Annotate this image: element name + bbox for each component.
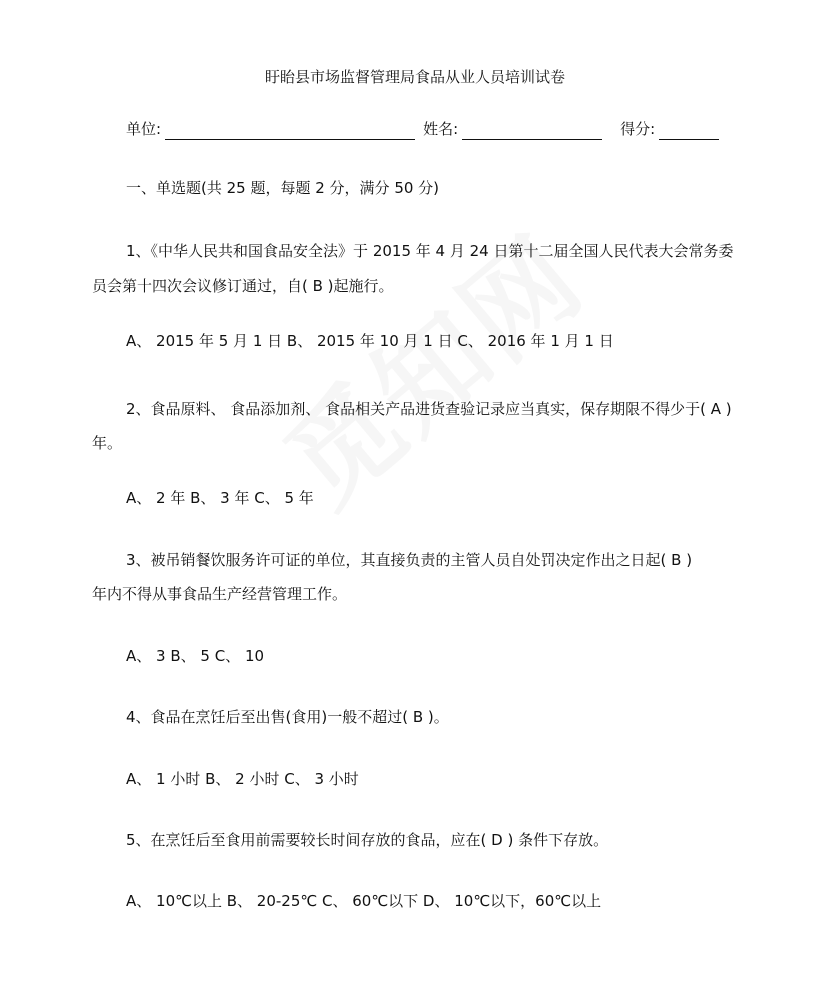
question-4-line-1: 4、食品在烹饪后至出售(食用)一般不超过( B )。 xyxy=(126,708,449,726)
name-label: 姓名: xyxy=(423,120,459,138)
question-2-line-2: 年。 xyxy=(92,434,123,452)
info-row xyxy=(126,118,719,140)
page-title: 盱眙县市场监督管理局食品从业人员培训试卷 xyxy=(264,68,565,86)
question-1-line-2: 员会第十四次会议修订通过，自( B )起施行。 xyxy=(92,277,394,295)
question-1-options: A、 2015 年 5 月 1 日 B、 2015 年 10 月 1 日 C、 2016 年 1 月 1 日 xyxy=(126,332,614,350)
question-2-options: A、 2 年 B、 3 年 C、 5 年 xyxy=(126,489,314,507)
question-1-line-1: 1、《中华人民共和国食品安全法》于 2015 年 4 月 24 日第十二届全国人民代表大会常务委 xyxy=(126,242,734,260)
question-4-options: A、 1 小时 B、 2 小时 C、 3 小时 xyxy=(126,770,359,788)
unit-label: 单位: xyxy=(126,120,162,138)
name-field[interactable] xyxy=(462,119,602,140)
question-3-options: A、 3 B、 5 C、 10 xyxy=(126,647,265,665)
unit-field[interactable] xyxy=(165,119,415,140)
question-3-line-1: 3、被吊销餐饮服务许可证的单位，其直接负责的主管人员自处罚决定作出之日起( B ) xyxy=(126,551,693,569)
question-2-line-1: 2、食品原料、 食品添加剂、 食品相关产品进货查验记录应当真实，保存期限不得少于( A ) xyxy=(126,400,732,418)
score-field[interactable] xyxy=(659,119,719,140)
score-label: 得分: xyxy=(620,120,656,138)
question-5-options: A、 10℃以上 B、 20-25℃ C、 60℃以下 D、 10℃以下，60℃以上 xyxy=(126,892,602,910)
section-heading: 一、单选题(共 25 题，每题 2 分，满分 50 分) xyxy=(126,179,440,197)
question-5-line-1: 5、在烹饪后至食用前需要较长时间存放的食品，应在( D ) 条件下存放。 xyxy=(126,831,609,849)
question-3-line-2: 年内不得从事食品生产经营管理工作。 xyxy=(92,585,348,603)
